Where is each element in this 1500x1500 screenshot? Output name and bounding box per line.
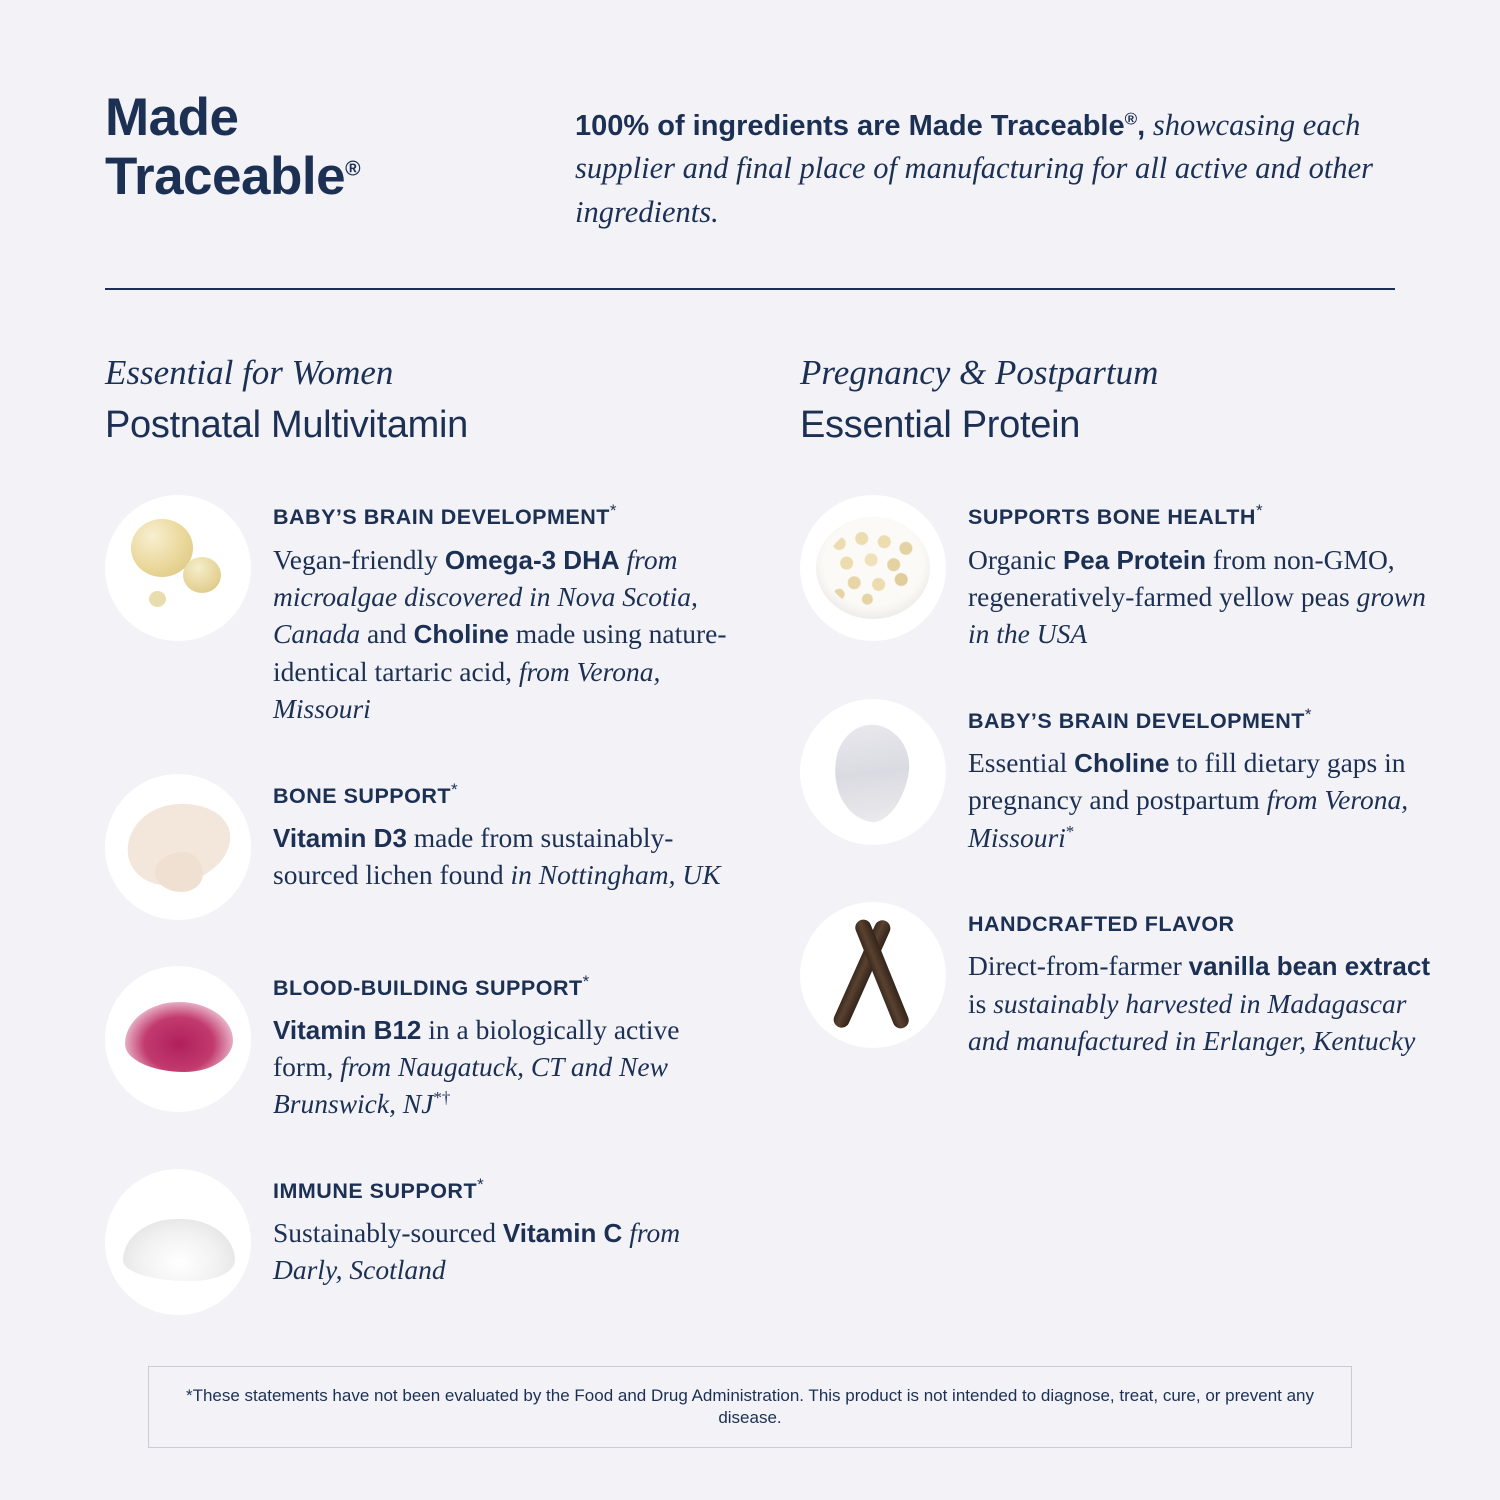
feature-label bbox=[273, 501, 745, 530]
feature-label bbox=[968, 908, 1440, 937]
footnote-star: * bbox=[477, 1174, 485, 1194]
feature-item bbox=[800, 902, 1440, 1059]
feature-text: Direct-from-farmer vanilla bean extract is sustainably harvested in Madagascar and manufactured in Erlanger, Kentucky bbox=[968, 950, 1430, 1056]
brand-line-2: Traceable bbox=[105, 147, 346, 207]
feature-label bbox=[273, 780, 745, 809]
feature-label-text: IMMUNE SUPPORT bbox=[273, 1178, 478, 1203]
feature-label-text: BABY’S BRAIN DEVELOPMENT bbox=[968, 708, 1305, 733]
oil-droplets-icon bbox=[105, 495, 251, 641]
column-eyebrow: Essential for Women bbox=[105, 352, 394, 392]
column-eyebrow: Pregnancy & Postpartum bbox=[800, 352, 1159, 392]
tagline-lead-text: 100% of ingredients are Made Traceable bbox=[575, 110, 1125, 142]
column-postnatal-multivitamin bbox=[105, 352, 745, 1315]
disclaimer-text: *These statements have not been evaluated by the Food and Drug Administration. This product is not intended to diagnose, treat, cure, or prevent any disease. bbox=[185, 1385, 1315, 1427]
feature-label bbox=[968, 501, 1440, 530]
disclaimer-box bbox=[148, 1366, 1352, 1448]
header-divider bbox=[105, 288, 1395, 290]
berry-powder-icon bbox=[105, 966, 251, 1112]
feature-label-text: SUPPORTS BONE HEALTH bbox=[968, 505, 1256, 530]
feature-text: Sustainably-sourced Vitamin C from Darly, Scotland bbox=[273, 1216, 681, 1286]
brand-line-1: Made bbox=[105, 88, 239, 147]
feature-label bbox=[273, 972, 745, 1001]
feature-item bbox=[105, 1169, 745, 1315]
feature-item bbox=[105, 495, 745, 727]
footnote-star: * bbox=[1255, 501, 1264, 521]
feature-text: Vitamin B12 in a biologically active form, from Naugatuck, CT and New Brunswick, NJ*† bbox=[273, 1013, 680, 1120]
column-essential-protein bbox=[800, 352, 1440, 1315]
column-title: Essential Protein bbox=[800, 403, 1081, 446]
bowl-of-peas-icon bbox=[800, 495, 946, 641]
footnote-star: * bbox=[609, 501, 618, 521]
product-columns bbox=[105, 352, 1430, 1315]
feature-item bbox=[105, 774, 745, 920]
tagline-italic: showcasing each supplier and final place of manufacturing for all active and other ingredients. bbox=[575, 108, 1374, 229]
feature-label bbox=[273, 1175, 745, 1204]
feature-body bbox=[968, 495, 1440, 652]
brand-title bbox=[105, 88, 575, 207]
cream-swatch-icon bbox=[105, 774, 251, 920]
feature-body bbox=[273, 774, 745, 920]
footnote-star: * bbox=[451, 779, 459, 799]
registered-mark-icon: ® bbox=[1124, 109, 1138, 129]
feature-label-text: BABY’S BRAIN DEVELOPMENT bbox=[273, 505, 610, 530]
feature-text: Organic Pea Protein from non-GMO, regeneratively-farmed yellow peas grown in the USA bbox=[968, 543, 1426, 650]
footnote-star: * bbox=[582, 971, 590, 991]
feature-label-text: HANDCRAFTED FLAVOR bbox=[968, 912, 1235, 937]
feature-label-text: BONE SUPPORT bbox=[273, 783, 452, 808]
feature-item bbox=[800, 699, 1440, 856]
feature-body bbox=[968, 699, 1440, 856]
tagline-lead-comma: , bbox=[1137, 110, 1146, 142]
white-powder-icon bbox=[105, 1169, 251, 1315]
column-title: Postnatal Multivitamin bbox=[105, 403, 468, 446]
tagline-lead bbox=[575, 110, 1145, 142]
feature-text: Essential Choline to fill dietary gaps in pregnancy and postpartum from Verona, Missouri* bbox=[968, 746, 1409, 853]
tagline bbox=[575, 88, 1395, 234]
feature-body bbox=[968, 902, 1440, 1059]
feature-body bbox=[273, 495, 745, 727]
footnote-star: * bbox=[1304, 704, 1313, 724]
feature-body bbox=[273, 1169, 745, 1315]
feature-label bbox=[968, 705, 1440, 734]
feature-label-text: BLOOD-BUILDING SUPPORT bbox=[273, 975, 583, 1000]
feature-text: Vegan-friendly Omega-3 DHA from microalgae discovered in Nova Scotia, Canada and Choline made using nature-identical tartaric acid, from Verona, Missouri bbox=[273, 543, 727, 725]
feature-body bbox=[273, 966, 745, 1123]
feature-text: Vitamin D3 made from sustainably-sourced lichen found in Nottingham, UK bbox=[273, 821, 721, 891]
page-header bbox=[105, 0, 1395, 234]
feature-item bbox=[105, 966, 745, 1123]
feature-item bbox=[800, 495, 1440, 652]
vanilla-beans-icon bbox=[800, 902, 946, 1048]
registered-mark-icon: ® bbox=[345, 157, 361, 181]
powder-splash-icon bbox=[800, 699, 946, 845]
